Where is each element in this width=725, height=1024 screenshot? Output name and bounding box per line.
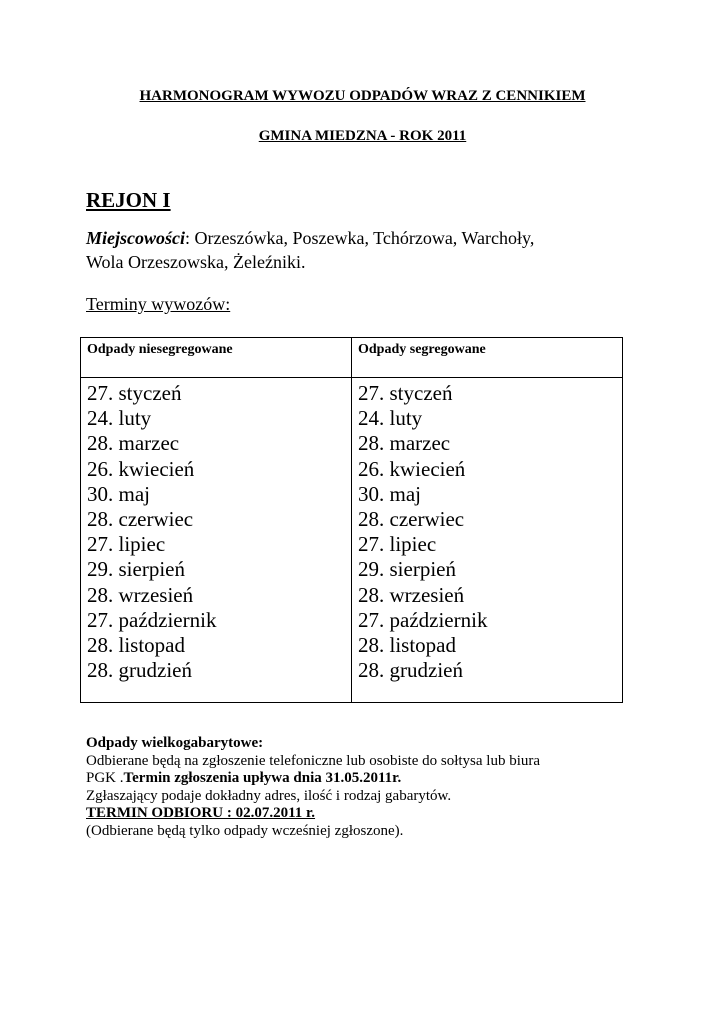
sorted-date-item: 28. marzec [358, 431, 451, 456]
unsorted-date-item: 27. październik [87, 607, 217, 632]
document-subtitle: GMINA MIEDZNA - ROK 2011 [258, 128, 467, 144]
unsorted-date-item: 26. kwiecień [87, 456, 195, 481]
unsorted-date-item: 24. luty [87, 406, 152, 431]
sorted-date-item: 28. wrzesień [358, 582, 465, 607]
sorted-date-item: 28. listopad [358, 633, 456, 658]
unsorted-date-item: 30. maj [87, 481, 150, 506]
bulky-heading: Odpady wielkogabarytowe: [86, 735, 264, 751]
region-heading: REJON I [86, 188, 171, 212]
unsorted-date-item: 28. grudzień [87, 658, 192, 683]
schedule-table [80, 337, 623, 703]
bulky-deadline: Termin zgłoszenia upływa dnia 31.05.2011r. [123, 770, 402, 786]
bulky-line-3: Zgłaszający podaje dokładny adres, ilość i rodzaj gabarytów. [86, 787, 452, 804]
sorted-date-item: 27. styczeń [358, 381, 453, 405]
sorted-date-item: 30. maj [358, 481, 421, 506]
bulky-line-2 [86, 770, 646, 788]
unsorted-date-item: 28. wrzesień [87, 582, 194, 607]
unsorted-date-item: 27. lipiec [87, 532, 166, 557]
document-title: HARMONOGRAM WYWOZU ODPADÓW WRAZ Z CENNIKIEM [139, 88, 586, 104]
header-sorted: Odpady segregowane [352, 338, 623, 378]
sorted-date-item: 28. grudzień [358, 658, 463, 683]
places-list-part-1: : Orzeszówka, Poszewka, Tchórzowa, Warchoły, [185, 228, 535, 248]
sorted-date-item: 28. czerwiec [358, 507, 465, 532]
unsorted-date-item: 29. sierpień [87, 557, 185, 582]
schedule-header-row [81, 338, 623, 378]
header-unsorted: Odpady niesegregowane [81, 338, 352, 378]
bulky-waste-section [86, 735, 646, 840]
sorted-date-item: 27. październik [358, 607, 488, 632]
places-line-2: Wola Orzeszowska, Żeleźniki. [86, 252, 306, 272]
unsorted-date-item: 28. czerwiec [87, 507, 194, 532]
sorted-date-item: 27. lipiec [358, 532, 437, 557]
unsorted-dates-list [87, 381, 345, 683]
terms-heading: Terminy wywozów: [86, 294, 231, 314]
sorted-dates-list [358, 381, 616, 683]
unsorted-date-item: 28. marzec [87, 431, 180, 456]
places-line-1 [86, 226, 646, 250]
sorted-date-item: 29. sierpień [358, 557, 456, 582]
bulky-line-2-plain: PGK . [86, 770, 124, 786]
bulky-line-1: Odbierane będą na zgłoszenie telefoniczne lub osobiste do sołtysa lub biura [86, 752, 541, 769]
pickup-date: TERMIN ODBIORU : 02.07.2011 r. [86, 805, 316, 821]
sorted-dates-cell [352, 378, 623, 703]
schedule-dates-row [81, 378, 623, 703]
bulky-note: (Odbierane będą tylko odpady wcześniej zgłoszone). [86, 822, 404, 839]
places-paragraph [86, 226, 646, 274]
unsorted-dates-cell [81, 378, 352, 703]
unsorted-date-item: 27. styczeń [87, 381, 182, 405]
unsorted-date-item: 28. listopad [87, 633, 185, 658]
sorted-date-item: 24. luty [358, 406, 423, 431]
sorted-date-item: 26. kwiecień [358, 456, 466, 481]
places-label: Miejscowości [86, 228, 185, 248]
